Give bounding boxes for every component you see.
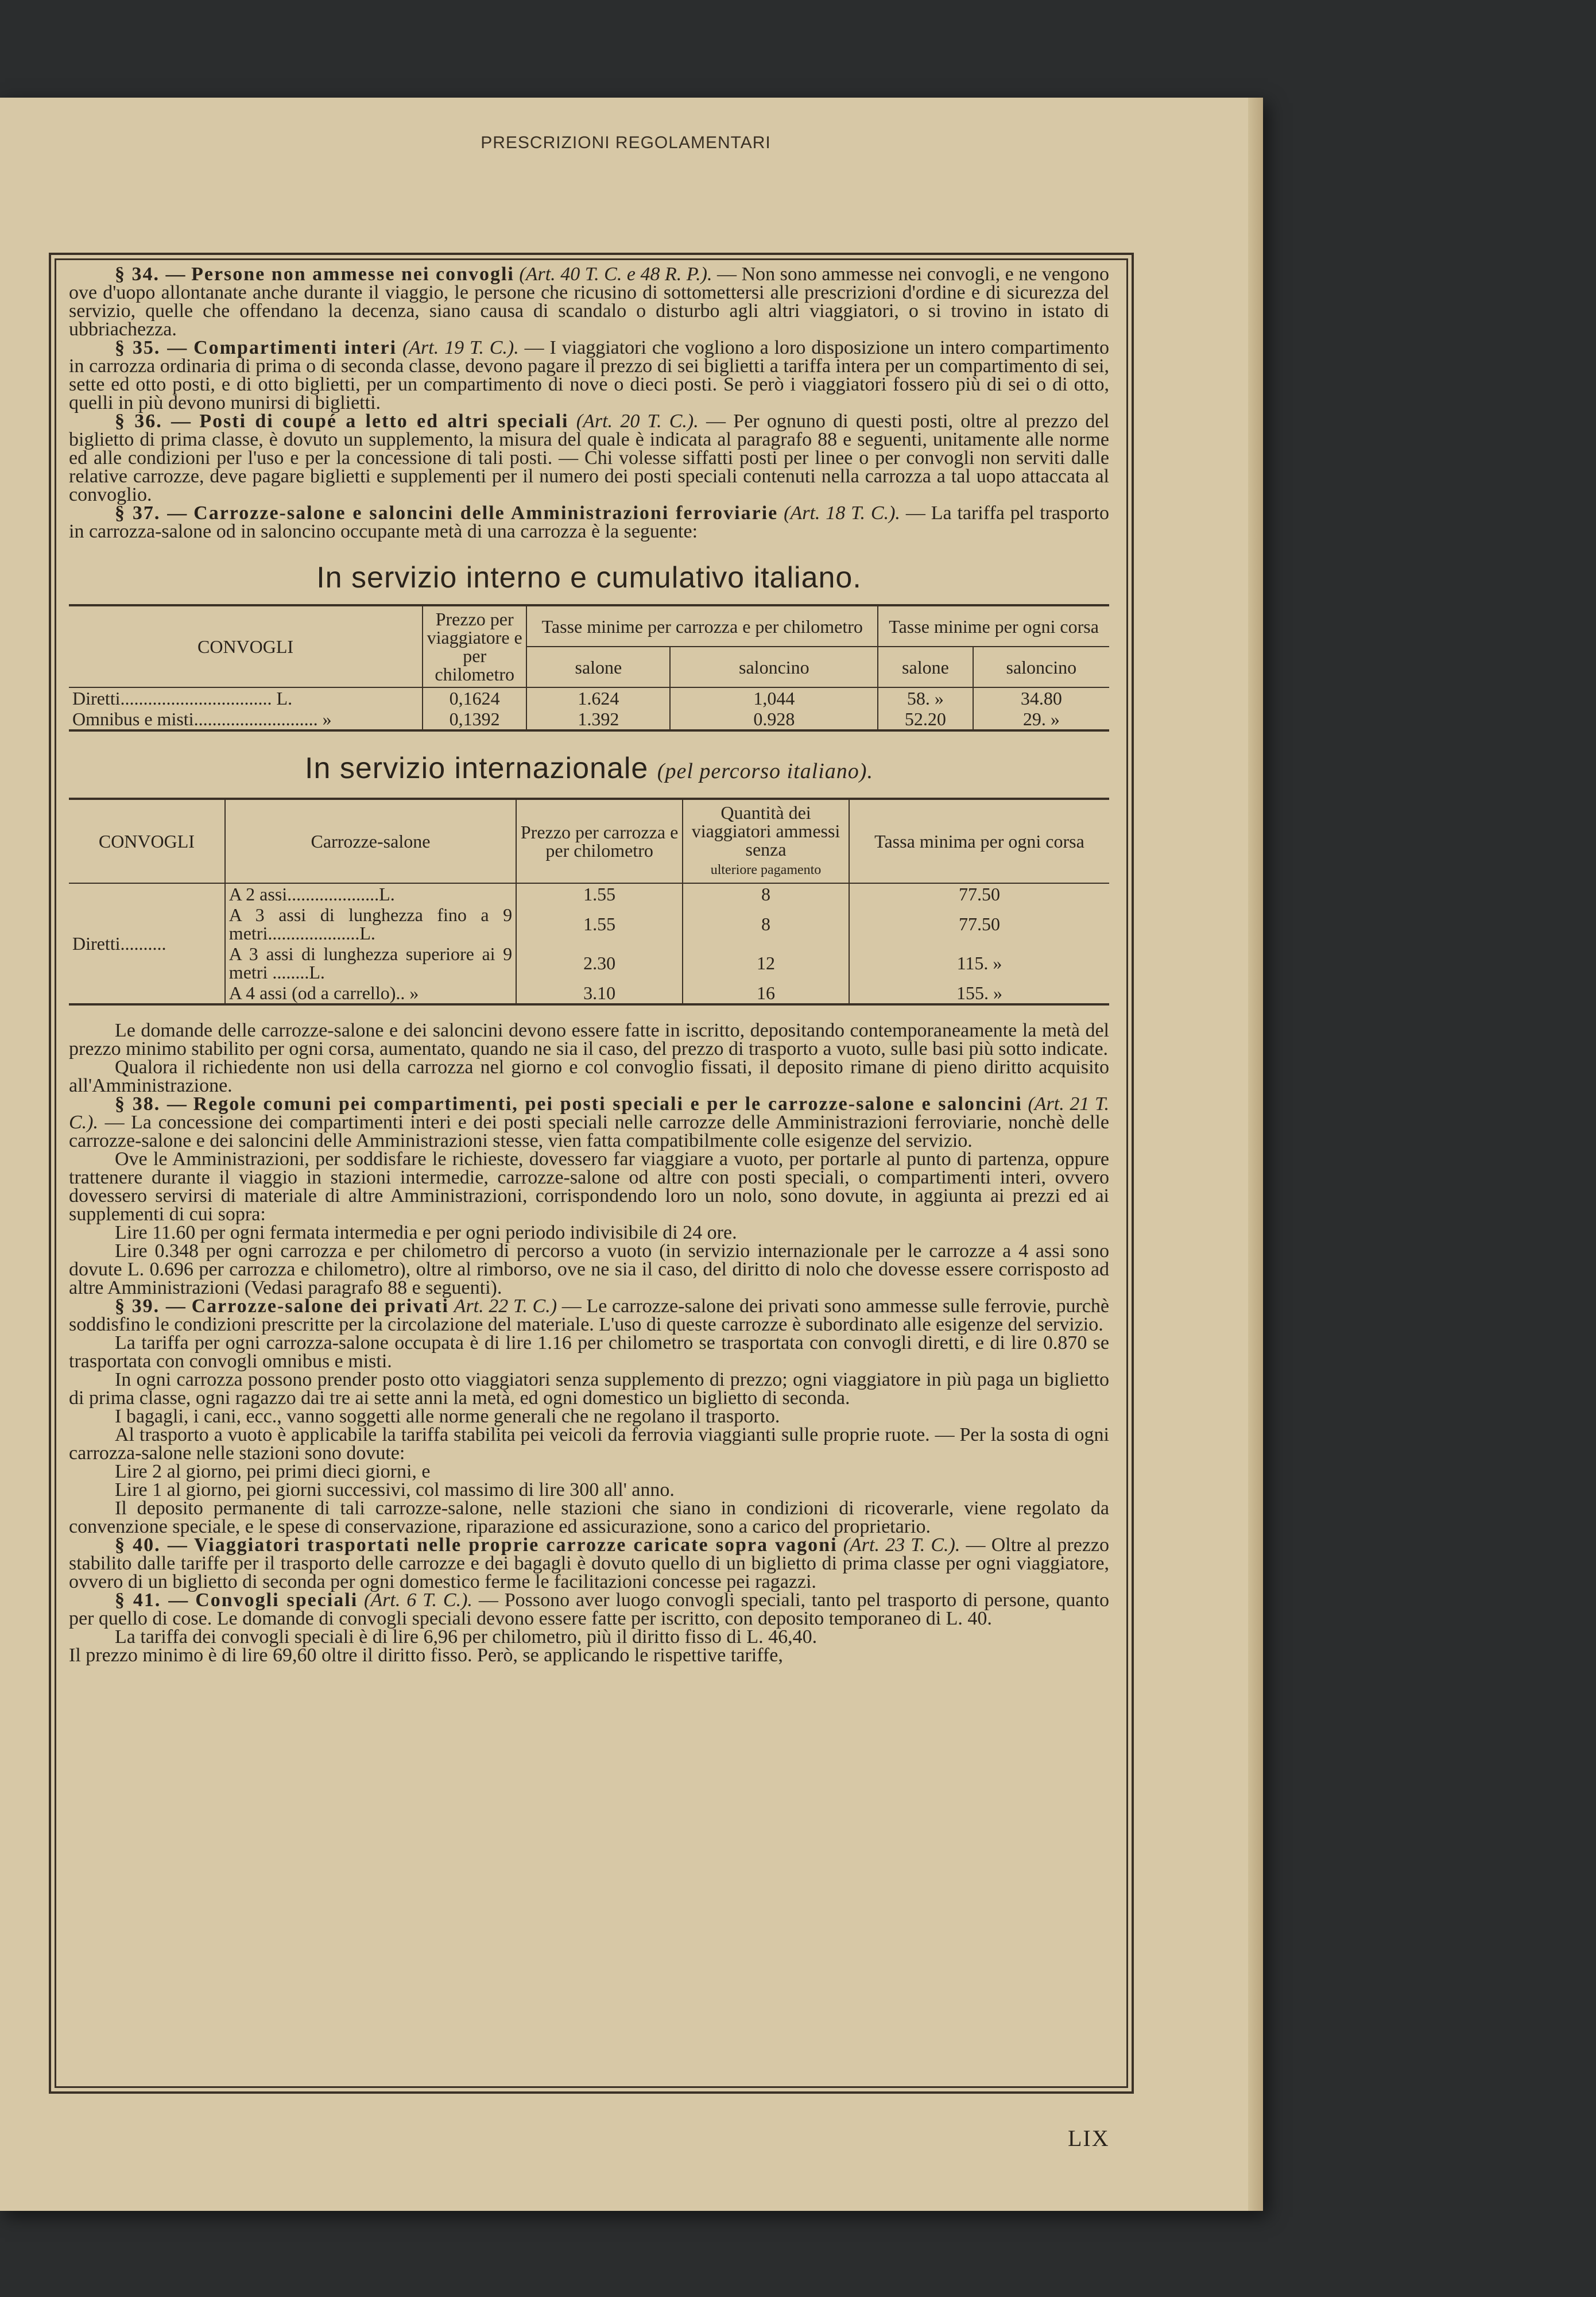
section-36 xyxy=(69,412,1109,504)
t2-cell: 8 xyxy=(683,883,849,904)
t2-cell: 77.50 xyxy=(849,904,1109,943)
section-34 xyxy=(69,265,1109,339)
section-36-text: — Per ognuno di questi posti, oltre al prezzo del biglietto di prima classe, è dovuto un supplemento, la misura del quale è indicata al paragrafo 88 e seguenti, unitamente alle norme ed alle condizioni per l'uso e per la concessione di tali posti. — Chi volesse siffatti posti per linee o per convogli non serviti dalle relative carrozze, deve pagare biglietti e supplementi per il numero dei posti speciali contenuti nella carrozza a tal uopo attaccata al convoglio. xyxy=(69,411,1110,505)
section-37-ref: (Art. 18 T. C.). xyxy=(784,502,900,524)
t1-header-tasse-min: Tasse minime per carrozza e per chilometro xyxy=(526,605,878,647)
table-row xyxy=(69,883,1109,904)
section-39-num: § 39. — xyxy=(115,1296,187,1317)
section-39-p7: Lire 1 al giorno, pei giorni successivi, col massimo di lire 300 all' anno. xyxy=(115,1479,675,1501)
section-38 xyxy=(69,1095,1109,1150)
t1-header-tasse-corsa: Tasse minime per ogni corsa xyxy=(878,605,1109,647)
t1-cell: 0,1624 xyxy=(423,687,526,709)
t2-convoglio: Diretti.......... xyxy=(72,933,166,954)
t2-cell: 77.50 xyxy=(849,883,1109,904)
section-41 xyxy=(69,1591,1109,1628)
section-39-p6: Lire 2 al giorno, pei primi dieci giorni, e xyxy=(115,1461,431,1482)
t2-header-quantita xyxy=(683,799,849,883)
table-row xyxy=(69,943,1109,983)
section-35-text: — I viaggiatori che vogliono a loro disposizione un intero compartimento in carrozza ordinaria di prima o di seconda classe, devono pagare il prezzo di sei biglietti a tariffa intera per un compartimento di sei, sette ed otto posti, e di otto biglietti, per un compartimento di nove o dieci posti. Se però i viaggiatori fossero più di sei o di otto, quelli in più devono munirsi di biglietti. xyxy=(69,337,1109,413)
section-39-p3: In ogni carrozza possono prender posto otto viaggiatori senza supplemento di prezzo; ogni viaggiatore in più paga un biglietto di prima classe, ogni ragazzo dai tre ai sette anni la metà, ed ogni domestico un biglietto di seconda. xyxy=(69,1369,1109,1409)
section-39-p8: Il deposito permanente di tali carrozze-salone, nelle stazioni che siano in condizioni di ricoverarle, viene regolato da convenzione speciale, e le spese di conservazione, riparazione ed assicurazione, sono a carico del proprietario. xyxy=(69,1498,1109,1537)
table-row xyxy=(69,983,1109,1004)
t2-carrozza: A 3 assi di lunghezza fino a 9 metri....................L. xyxy=(225,904,516,943)
section-37-num: § 37. — xyxy=(115,502,188,524)
section-36-title: Posti di coupé a letto ed altri speciali xyxy=(199,411,569,432)
t2-header-convogli: CONVOGLI xyxy=(98,831,195,852)
t1-cell: 1.624 xyxy=(526,687,670,709)
t1-header-saloncino: saloncino xyxy=(670,647,878,687)
section-41-p3: Il prezzo minimo è di lire 69,60 oltre il diritto fisso. Però, se applicando le rispettive tariffe, xyxy=(69,1645,783,1666)
t1-header-corsa-saloncino: saloncino xyxy=(973,647,1109,687)
section-36-ref: (Art. 20 T. C.). xyxy=(576,411,699,432)
section-38-num: § 38. — xyxy=(115,1093,188,1115)
t2-header-quantita-small: ulteriore pagamento xyxy=(710,863,822,877)
section-37-text: — La tariffa pel trasporto in carrozza-salone od in saloncino occupante metà di una carrozza è la seguente: xyxy=(69,502,1110,542)
t1-cell: 29. » xyxy=(973,709,1109,730)
t1-cell: 0,1392 xyxy=(423,709,526,730)
table-interno xyxy=(69,604,1109,732)
section-36-num: § 36. — xyxy=(115,411,192,432)
section-37-title: Carrozze-salone e saloncini delle Amministrazioni ferroviarie xyxy=(193,502,778,524)
section-40-title: Viaggiatori trasportati nelle proprie carrozze caricate sopra vagoni xyxy=(194,1534,838,1556)
running-head: PRESCRIZIONI REGOLAMENTARI xyxy=(481,133,771,152)
t1-header-prezzo: Prezzo per viaggiatore e per chilometro xyxy=(423,605,526,687)
t1-cell: 34.80 xyxy=(973,687,1109,709)
t1-cell: 1.392 xyxy=(526,709,670,730)
section-39-ref: Art. 22 T. C.) xyxy=(454,1296,557,1317)
t2-cell: 3.10 xyxy=(516,983,683,1004)
section-34-num: § 34. — xyxy=(115,264,187,285)
t1-header-convogli: CONVOGLI xyxy=(197,636,294,657)
page-edge xyxy=(1248,98,1263,2211)
section-38-p2: Ove le Amministrazioni, per soddisfare le richieste, dovessero far viaggiare a vuoto, per portarle al punto di partenza, oppure trattenere durante il viaggio in stazioni intermedie, carrozze-salone od altre con posti speciali, o compartimenti interi, ovvero dovessero servirsi di materiale di altre Amministrazioni, corrispondendo loro un nolo, sono dovute, in aggiunta ai prezzi ed ai supplementi di cui sopra: xyxy=(69,1148,1109,1225)
note-paragraph: Qualora il richiedente non usi della carrozza nel giorno e col convoglio fissati, il deposito rimane di pieno diritto acquisito all'Amministrazione. xyxy=(69,1057,1109,1096)
section-39-title: Carrozze-salone dei privati xyxy=(191,1296,449,1317)
t2-header-tassa: Tassa minima per ogni corsa xyxy=(849,799,1109,883)
t1-cell: 0.928 xyxy=(670,709,878,730)
t2-carrozza: A 3 assi di lunghezza superiore ai 9 metri ........L. xyxy=(225,943,516,983)
page-body xyxy=(69,265,1109,1665)
table1-title: In servizio interno e cumulativo italiano. xyxy=(316,561,862,594)
t1-header-corsa-salone: salone xyxy=(878,647,973,687)
t1-cell: 52.20 xyxy=(878,709,973,730)
section-34-text: — Non sono ammesse nei convogli, e ne vengono ove d'uopo allontanate anche durante il viaggio, le persone che ricusino di sottomettersi alle prescrizioni d'ordine e di sicurezza del servizio, quelle che offendano la decenza, siano causa di scandalo o disturbo agli altri viaggiatori, o si trovino in istato di ubbriachezza. xyxy=(69,264,1109,340)
section-37 xyxy=(69,504,1109,541)
section-41-num: § 41. — xyxy=(115,1590,189,1611)
t2-cell: 12 xyxy=(683,943,849,983)
t2-cell: 1.55 xyxy=(516,883,683,904)
section-40-num: § 40. — xyxy=(115,1534,188,1556)
table-notes xyxy=(69,1022,1109,1095)
section-39 xyxy=(69,1297,1109,1334)
section-39-p2: La tariffa per ogni carrozza-salone occupata è di lire 1.16 per chilometro se trasportata con convogli diretti, e di lire 0.870 se trasportata con convogli omnibus e misti. xyxy=(69,1332,1109,1372)
section-35-num: § 35. — xyxy=(115,337,188,358)
t2-header-quantita-main: Quantità dei viaggiatori ammessi senza xyxy=(691,802,840,860)
table2-title-main: In servizio internazionale xyxy=(305,752,649,785)
section-34-ref: (Art. 40 T. C. e 48 R. P.). xyxy=(519,264,712,285)
section-40-text: — Oltre al prezzo stabilito dalle tariffe per il trasporto delle carrozze e dei bagagli è dovuto quello di un biglietto di prima classe per ogni viaggiatore, ovvero di un biglietto di seconda per ogni domestico ferme le facilitazioni concesse pei ragazzi. xyxy=(69,1534,1110,1592)
section-38-text: — La concessione dei compartimenti interi e dei posti speciali nelle carrozze delle Amministrazioni ferroviarie, nonchè delle carrozze-salone e dei saloncini delle Amministrazioni stesse, vien fatta compatibilmente colle esigenze del servizio. xyxy=(69,1112,1109,1151)
section-35-title: Compartimenti interi xyxy=(193,337,397,358)
t1-cell: 58. » xyxy=(878,687,973,709)
t1-cell: 1,044 xyxy=(670,687,878,709)
section-39-text: — Le carrozze-salone dei privati sono ammesse sulle ferrovie, purchè soddisfino le condizioni prescritte per la circolazione del materiale. L'uso di queste carrozze è subordinato alle esigenze del servizio. xyxy=(69,1296,1110,1335)
section-39-p5: Al trasporto a vuoto è applicabile la tariffa stabilita pei veicoli da ferrovia viaggianti sulle proprie ruote. — Per la sosta di ogni carrozza-salone nelle stazioni sono dovute: xyxy=(69,1424,1109,1464)
section-38-title: Regole comuni pei compartimenti, pei posti speciali e per le carrozze-salone e saloncini xyxy=(193,1093,1022,1115)
table2-title-sub: (pel percorso italiano). xyxy=(657,759,873,783)
t2-cell: 8 xyxy=(683,904,849,943)
t2-carrozza: A 2 assi....................L. xyxy=(225,883,516,904)
t1-row-label: Diretti................................. L. xyxy=(72,688,293,709)
section-38-p4: Lire 0.348 per ogni carrozza e per chilometro di percorso a vuoto (in servizio internazionale per le carrozze a 4 assi sono dovute L. 0.696 per carrozza e chilometro), oltre al rimborso, ove ne sia il caso, del diritto di nolo che dovesse essere corrisposto ad altre Amministrazioni (Vedasi paragrafo 88 e seguenti). xyxy=(69,1240,1109,1298)
t2-header-prezzo: Prezzo per carrozza e per chilometro xyxy=(516,799,683,883)
t2-header-carrozze: Carrozze-salone xyxy=(225,799,516,883)
t1-row-label: Omnibus e misti........................... » xyxy=(72,709,332,729)
page-number: LIX xyxy=(1068,2125,1110,2151)
note-paragraph: Le domande delle carrozze-salone e dei saloncini devono essere fatte in iscritto, depositando contemporaneamente la metà del prezzo minimo stabilito per ogni corsa, aumentato, quando ne sia il caso, del prezzo di trasporto a vuoto, sulle basi più sotto indicate. xyxy=(69,1020,1109,1059)
section-41-title: Convogli speciali xyxy=(195,1590,358,1611)
t2-cell: 16 xyxy=(683,983,849,1004)
t2-cell: 155. » xyxy=(849,983,1109,1004)
section-41-text: — Possono aver luogo convogli speciali, tanto pel trasporto di persone, quanto per quello di cose. Le domande di convogli speciali devono essere fatte per iscritto, con deposito temporaneo di L. 40. xyxy=(69,1590,1110,1629)
t2-cell: 2.30 xyxy=(516,943,683,983)
section-39-p4: I bagagli, i cani, ecc., vanno soggetti alle norme generali che ne regolano il trasporto. xyxy=(115,1406,780,1427)
t2-cell: 115. » xyxy=(849,943,1109,983)
section-38-p3: Lire 11.60 per ogni fermata intermedia e per ogni periodo indivisibile di 24 ore. xyxy=(115,1222,737,1243)
section-38-ref: (Art. 21 T. C.). xyxy=(69,1093,1110,1133)
table-row xyxy=(69,709,1109,730)
t2-carrozza: A 4 assi (od a carrello).. » xyxy=(225,983,516,1004)
section-41-p2: La tariffa dei convogli speciali è di lire 6,96 per chilometro, più il diritto fisso di L. 46,40. xyxy=(115,1626,818,1648)
section-34-title: Persone non ammesse nei convogli xyxy=(191,264,514,285)
section-40 xyxy=(69,1536,1109,1591)
table2-title xyxy=(69,751,1109,788)
table-row xyxy=(69,687,1109,709)
table-row xyxy=(69,904,1109,943)
t1-header-salone: salone xyxy=(526,647,670,687)
t2-cell: 1.55 xyxy=(516,904,683,943)
section-35 xyxy=(69,339,1109,412)
table-internazionale xyxy=(69,798,1109,1006)
section-41-ref: (Art. 6 T. C.). xyxy=(364,1590,472,1611)
section-40-ref: (Art. 23 T. C.). xyxy=(843,1534,960,1556)
section-35-ref: (Art. 19 T. C.). xyxy=(402,337,519,358)
